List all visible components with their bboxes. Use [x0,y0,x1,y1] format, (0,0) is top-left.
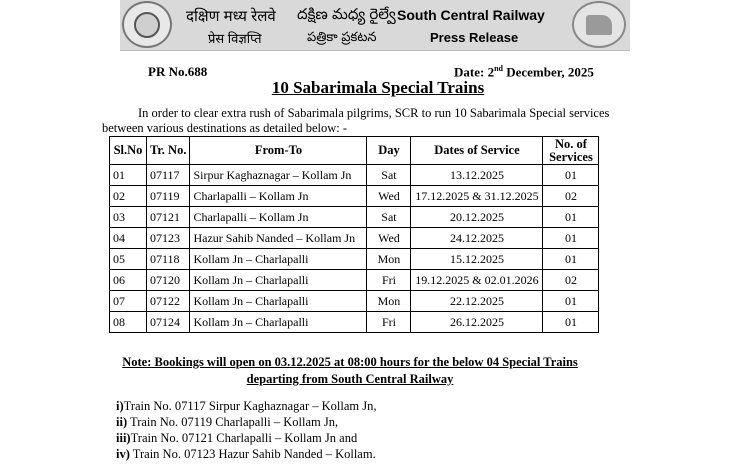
column-header: From-To [190,137,367,165]
press-release-date: Date: 2nd December, 2025 [454,64,594,80]
table-cell: 07123 [147,228,190,249]
table-cell: Sat [367,165,411,186]
column-header: Day [367,137,411,165]
table-cell: 07120 [147,270,190,291]
column-header: No. of Services [543,137,599,165]
press-release-number: PR No.688 [148,64,208,79]
train-list [116,398,377,462]
table-cell: 02 [543,270,599,291]
table-cell: Fri [367,312,411,333]
table-cell: Hazur Sahib Nanded – Kollam Jn [190,228,367,249]
table-cell: 01 [110,165,147,186]
table-cell: 01 [543,228,599,249]
header-telugu-sub: పత్రికా ప్రకటన [307,29,377,44]
table-row [110,165,599,186]
header-english-name: South Central Railway [397,7,545,23]
list-item: iii)Train No. 07121 Charlapalli – Kollam Jn and [116,431,358,445]
table-cell: Sirpur Kaghaznagar – Kollam Jn [190,165,367,186]
special-trains-table [109,136,599,333]
column-header: Sl.No [110,137,147,165]
table-cell: 04 [110,228,147,249]
column-header: Tr. No. [147,137,190,165]
header-hindi-sub: प्रेस विज्ञप्ति [208,31,262,46]
table-cell: 20.12.2025 [411,207,543,228]
table-cell: 13.12.2025 [411,165,543,186]
intro-paragraph: In order to clear extra rush of Sabarimala pilgrims, SCR to run 10 Sabarimala Special services between various destinations as detailed below: - [102,106,610,135]
table-cell: 24.12.2025 [411,228,543,249]
table-cell: Kollam Jn – Charlapalli [190,249,367,270]
table-cell: Mon [367,249,411,270]
table-cell: Wed [367,228,411,249]
table-cell: 22.12.2025 [411,291,543,312]
column-header: Dates of Service [411,137,543,165]
table-cell: Kollam Jn – Charlapalli [190,270,367,291]
table-cell: 02 [110,186,147,207]
table-cell: 01 [543,207,599,228]
table-cell: Mon [367,291,411,312]
table-cell: 08 [110,312,147,333]
table-cell: Sat [367,207,411,228]
table-row [110,270,599,291]
header-hindi-name: दक्षिण मध्य रेलवे [186,8,276,25]
table-cell: Charlapalli – Kollam Jn [190,186,367,207]
table-cell: 07 [110,291,147,312]
table-row [110,291,599,312]
header-english-sub: Press Release [430,30,519,45]
table-row [110,207,599,228]
table-cell: 03 [110,207,147,228]
table-cell: 06 [110,270,147,291]
page-title: 10 Sabarimala Special Trains [271,78,485,97]
table-cell: Kollam Jn – Charlapalli [190,312,367,333]
scr-emblem-icon [572,1,626,48]
table-cell: Kollam Jn – Charlapalli [190,291,367,312]
table-cell: 01 [543,312,599,333]
table-cell: Charlapalli – Kollam Jn [190,207,367,228]
table-cell: 01 [543,165,599,186]
indian-railways-logo-icon [122,1,172,48]
table-cell: 15.12.2025 [411,249,543,270]
table-cell: 01 [543,249,599,270]
table-cell: 17.12.2025 & 31.12.2025 [411,186,543,207]
list-item: iv) Train No. 07123 Hazur Sahib Nanded – Kollam. [116,447,376,461]
table-cell: 07119 [147,186,190,207]
list-item: ii) Train No. 07119 Charlapalli – Kollam Jn, [116,415,339,429]
table-row [110,249,599,270]
table-cell: 26.12.2025 [411,312,543,333]
table-cell: 07118 [147,249,190,270]
table-row [110,186,599,207]
table-cell: 07121 [147,207,190,228]
table-cell: 05 [110,249,147,270]
table-row [110,228,599,249]
booking-note: Note: Bookings will open on 03.12.2025 at 08:00 hours for the below 04 Special Trains departing from South Central Railway [122,355,578,386]
table-cell: Fri [367,270,411,291]
header-telugu-name: దక్షిణ మధ్య రైల్వే [297,6,396,23]
table-cell: Wed [367,186,411,207]
table-row [110,312,599,333]
list-item: i)Train No. 07117 Sirpur Kaghaznagar – Kollam Jn, [116,399,377,413]
table-cell: 07124 [147,312,190,333]
table-cell: 01 [543,291,599,312]
table-cell: 07117 [147,165,190,186]
table-cell: 19.12.2025 & 02.01.2026 [411,270,543,291]
table-cell: 07122 [147,291,190,312]
table-header-row [110,137,599,165]
table-cell: 02 [543,186,599,207]
